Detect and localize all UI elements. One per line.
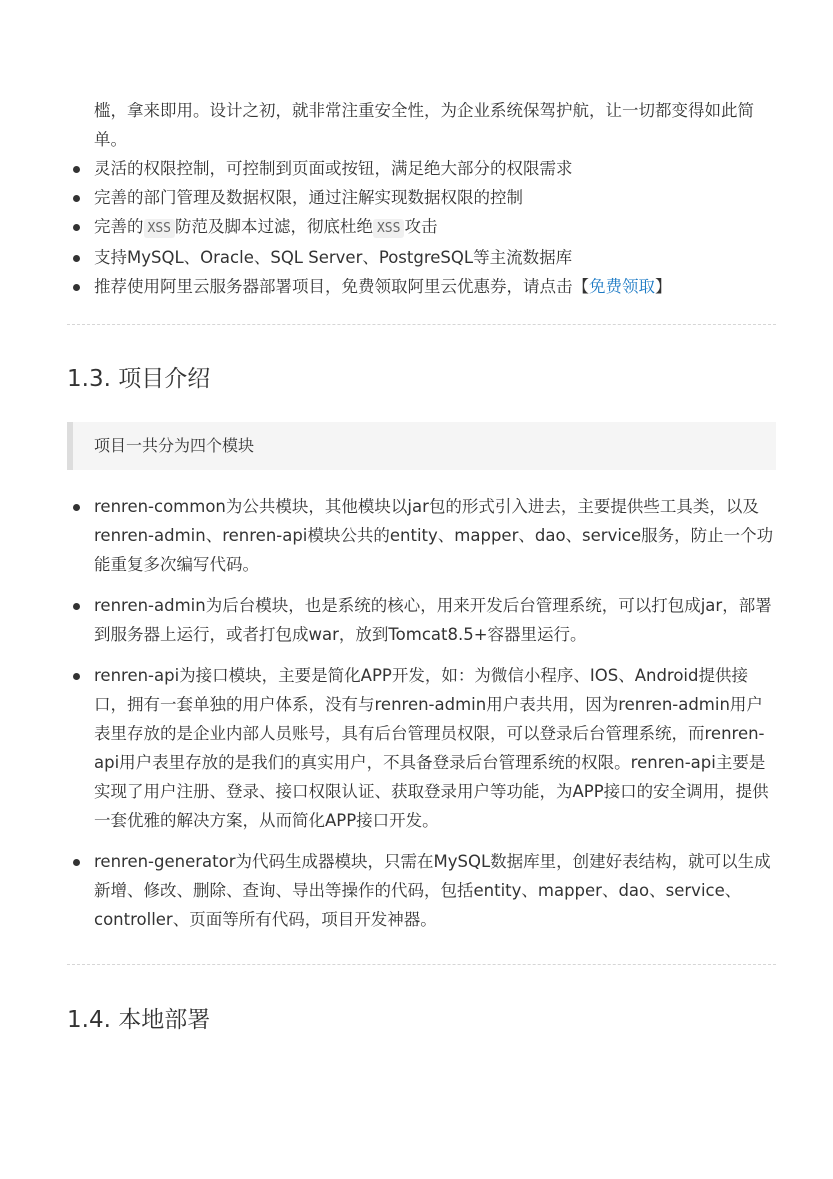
free-coupon-link[interactable]: 免费领取: [589, 277, 655, 296]
intro-continuation-paragraph: 槛，拿来即用。设计之初，就非常注重安全性，为企业系统保驾护航，让一切都变得如此简单。: [94, 101, 754, 149]
module-renren-common: renren-common为公共模块，其他模块以jar包的形式引入进去，主要提供些工具类，以及renren-admin、renren-api模块公共的entity、mapper、dao、service服务，防止一个功能重复多次编写代码。: [67, 492, 776, 579]
feature-permission-control: 灵活的权限控制，可控制到页面或按钮，满足绝大部分的权限需求: [67, 154, 776, 183]
section-divider-1: [67, 324, 776, 325]
feature-xss-text-post: 攻击: [404, 217, 438, 236]
section-divider-2: [67, 964, 776, 965]
module-renren-admin: renren-admin为后台模块，也是系统的核心，用来开发后台管理系统，可以打包成jar，部署到服务器上运行，或者打包成war，放到Tomcat8.5+容器里运行。: [67, 591, 776, 649]
aliyun-text-pre: 推荐使用阿里云服务器部署项目，免费领取阿里云优惠券，请点击【: [94, 277, 589, 296]
module-count-note: 项目一共分为四个模块: [67, 422, 776, 470]
section-1-3-heading: 1.3. 项目介绍: [67, 366, 211, 392]
feature-aliyun-coupon: [67, 272, 776, 301]
document-content: [67, 96, 776, 1036]
xss-code-1: XSS: [144, 219, 175, 238]
xss-code-2: XSS: [373, 219, 404, 238]
feature-database-support: 支持MySQL、Oracle、SQL Server、PostgreSQL等主流数据库: [67, 243, 776, 272]
feature-xss-text-pre: 完善的: [94, 217, 144, 236]
feature-xss-protection: [67, 212, 776, 243]
aliyun-text-post: 】: [655, 277, 672, 296]
feature-list: [67, 154, 776, 301]
feature-xss-text-mid: 防范及脚本过滤，彻底杜绝: [174, 217, 373, 236]
section-1-4-heading: 1.4. 本地部署: [67, 1007, 211, 1033]
module-renren-api: renren-api为接口模块，主要是简化APP开发，如：为微信小程序、IOS、Android提供接口，拥有一套单独的用户体系，没有与renren-admin用户表共用，因为renren-admin用户表里存放的是企业内部人员账号，具有后台管理员权限，可以登录后台管理系统，而renren-api用户表里存放的是我们的真实用户，不具备登录后台管理系统的权限。renren-api主要是实现了用户注册、登录、接口权限认证、获取登录用户等功能，为APP接口的安全调用，提供一套优雅的解决方案，从而简化APP接口开发。: [67, 661, 776, 835]
feature-department-data-permission: 完善的部门管理及数据权限，通过注解实现数据权限的控制: [67, 183, 776, 212]
module-renren-generator: renren-generator为代码生成器模块，只需在MySQL数据库里，创建好表结构，就可以生成新增、修改、删除、查询、导出等操作的代码，包括entity、mapper、dao、service、controller、页面等所有代码，项目开发神器。: [67, 847, 776, 934]
module-list: [67, 492, 776, 934]
